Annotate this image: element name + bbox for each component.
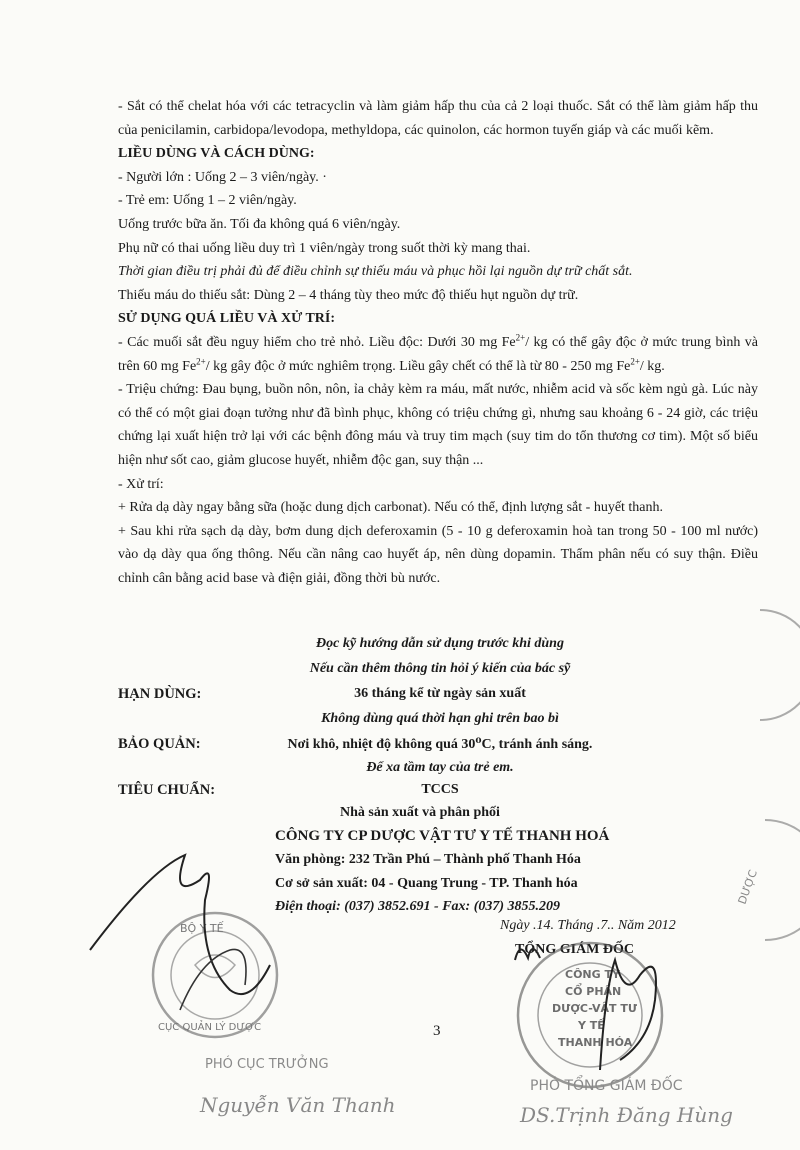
left-seal-top-text: BỘ Y TẾ (180, 922, 224, 935)
standard-label: TIÊU CHUẨN: (118, 782, 216, 798)
child-safety-notice: Để xa tầm tay của trẻ em. (366, 760, 514, 775)
shelf-life-value: 36 tháng kể từ ngày sản xuất (354, 686, 526, 701)
dosage-adult: - Người lớn : Uống 2 – 3 viên/ngày. · (118, 169, 327, 185)
storage-label: BẢO QUẢN: (118, 736, 201, 752)
right-signer-title: PHÓ TỔNG GIÁM ĐỐC (530, 1078, 683, 1094)
office-address: Văn phòng: 232 Trần Phú – Thành phố Thanh Hóa (275, 852, 581, 867)
left-signer-title: PHÓ CỤC TRƯỞNG (205, 1057, 329, 1072)
overdose-treatment-heading: - Xử trí: (118, 476, 164, 492)
director-initials-stroke (515, 949, 540, 960)
standard-value: TCCS (421, 782, 459, 797)
dosage-timing: Uống trước bữa ăn. Tối đa không quá 6 viên/ngày. (118, 216, 401, 232)
interaction-paragraph: - Sắt có thể chelat hóa với các tetracyclin và làm giảm hấp thu của cả 2 loại thuốc. Sắt có thể làm giảm hấp thu của penicilamin, carbidopa/levodopa, methyldopa, các quinolon, các hormon tuyến giáp và các muối kẽm. (118, 99, 758, 138)
left-signature-stroke-2 (180, 949, 246, 1010)
company-name: CÔNG TY CP DƯỢC VẬT TƯ Y TẾ THANH HOÁ (275, 828, 610, 844)
left-seal-bottom-text: CỤC QUẢN LÝ DƯỢC (158, 1022, 262, 1033)
edge-seal-text: DƯỢC (735, 868, 761, 907)
edge-seal-upper (760, 610, 800, 720)
overdose-heading: SỬ DỤNG QUÁ LIỀU VÀ XỬ TRÍ: (118, 311, 336, 327)
left-signer-name: Nguyễn Văn Thanh (200, 1093, 396, 1117)
contact-phone-fax: Điện thoại: (037) 3852.691 - Fax: (037) 3855.209 (275, 899, 561, 914)
page-number: 3 (433, 1023, 441, 1039)
treatment-step-2: + Sau khi rửa sạch dạ dày, bơm dung dịch deferoxamin (5 - 10 g deferoxamin hoà tan trong 50 - 100 ml nước) vào dạ dày qua ống thông. Nếu cần nâng cao huyết áp, nên dùng dopamin. Thẩm phân nếu có suy thận. Điều chỉnh cân bằng acid base và điện giải, đồng thời bù nước. (118, 523, 758, 586)
right-seal-line-1: CÔNG TY (565, 968, 620, 981)
right-seal-line-2: CỔ PHẦN (565, 985, 622, 998)
right-seal (518, 943, 662, 1087)
expiry-warning: Không dùng quá thời hạn ghi trên bao bì (321, 711, 559, 726)
right-signer-name: DS.Trịnh Đăng Hùng (520, 1103, 733, 1127)
doctor-advice-notice: Nếu cần thêm thông tin hỏi ý kiến của bác sỹ (309, 661, 571, 676)
overdose-symptoms: - Triệu chứng: Đau bụng, buồn nôn, nôn, ỉa chảy kèm ra máu, mất nước, nhiễm acid và sốc kèm ngủ gà. Lúc này có thể có một giai đoạn tưởng như đã bình phục, không có triệu chứng gì, nhưng sau khoảng 6 - 24 giờ, các triệu chứng lại xuất hiện trở lại với các bệnh đông máu và truy tim mạch (suy tim do tổn thương cơ tim). Một số biểu hiện như sốt cao, giảm glucose huyết, nhiễm độc gan, suy thận ... (118, 382, 758, 468)
dosage-anemia: Thiếu máu do thiếu sắt: Dùng 2 – 4 tháng tùy theo mức độ thiếu hụt nguồn dự trữ. (118, 287, 579, 303)
edge-seal-lower (765, 820, 800, 940)
factory-address: Cơ sở sản xuất: 04 - Quang Trung - TP. Thanh hóa (275, 876, 578, 891)
shelf-life-label: HẠN DÙNG: (118, 686, 202, 702)
overdose-toxicity: - Các muối sắt đều nguy hiểm cho trẻ nhỏ. Liều độc: Dưới 30 mg $Fe^{2+}/$ kg có thể gây độc ở mức trung bình và trên 60 mg $Fe^{2+}/$ kg gây độc ở mức nghiêm trọng. Liều gây chết có thể là từ 80 - 250 mg $Fe^{2+}/$ kg. (118, 332, 758, 374)
read-instructions-notice: Đọc kỹ hướng dẫn sử dụng trước khi dùng (316, 636, 564, 651)
right-seal-line-4: Y TẾ (578, 1019, 605, 1032)
distributor-line: Nhà sản xuất và phân phối (340, 805, 500, 820)
right-seal-line-5: THANH HÓA (558, 1036, 633, 1049)
dosage-child: - Trẻ em: Uống 1 – 2 viên/ngày. (118, 193, 297, 209)
signing-date: Ngày .14. Tháng .7.. Năm 2012 (500, 918, 676, 933)
storage-value: Nơi khô, nhiệt độ không quá 30⁰C, tránh ánh sáng. (287, 737, 593, 752)
right-seal-line-3: DƯỢC-VẬT TƯ (552, 1002, 638, 1015)
treatment-step-1: + Rửa dạ dày ngay bằng sữa (hoặc dung dịch carbonat). Nếu có thể, định lượng sắt - huyết thanh. (118, 500, 664, 516)
director-title: TỔNG GIÁM ĐỐC (515, 942, 634, 957)
dosage-duration-note: Thời gian điều trị phải đủ để điều chỉnh sự thiếu máu và phục hồi lại nguồn dự trữ chất sắt. (118, 264, 633, 280)
dosage-heading: LIỀU DÙNG VÀ CÁCH DÙNG: (118, 146, 315, 162)
dosage-pregnancy: Phụ nữ có thai uống liều duy trì 1 viên/ngày trong suốt thời kỳ mang thai. (118, 240, 531, 256)
